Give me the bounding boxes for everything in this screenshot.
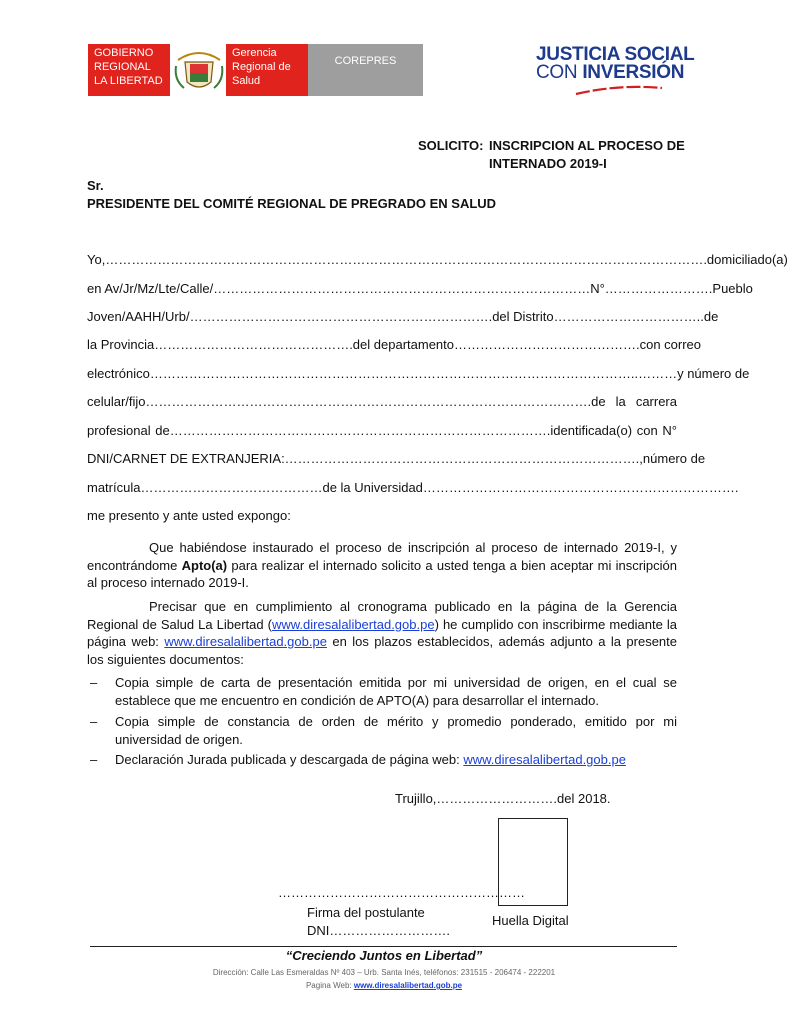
solicito-line1: INSCRIPCION AL PROCESO DE xyxy=(489,138,685,153)
date-line: Trujillo,……………………….del 2018. xyxy=(395,791,611,806)
huella-digital-label: Huella Digital xyxy=(492,913,569,928)
gerencia-regional-label: Gerencia Regional de Salud xyxy=(226,44,308,96)
solicito-label: SOLICITO: xyxy=(418,138,484,153)
form-line-expongo: me presento y ante usted expongo: xyxy=(87,508,291,523)
list-item: – Declaración Jurada publicada y descargada de página web: www.diresalalibertad.gob.pe xyxy=(90,752,626,767)
form-line-nombre: Yo,………………………………………………………………………………………………………………………….domiciliado(a) xyxy=(87,252,788,267)
footer-address: Dirección: Calle Las Esmeraldas Nº 403 – Urb. Santa Inés, teléfonos: 231515 - 206474 - 222201 xyxy=(212,968,556,977)
paragraph-cronograma: Precisar que en cumplimiento al cronograma publicado en la página de la Gerencia Regional de Salud La Libertad (www.diresalalibertad.gob.pe) he cumplido con inscribirme mediante la página web: www.diresalalibertad.gob.pe en los plazos establecidos, además adjunto a la presente los siguientes documentos: xyxy=(87,599,677,667)
brand-con-inversion: CON INVERSIÓN xyxy=(536,62,685,83)
form-line-direccion: en Av/Jr/Mz/Lte/Calle/……………………………………………………………………………N°…………………….Pueblo xyxy=(87,281,753,296)
signature-label: Firma del postulante xyxy=(307,905,425,920)
form-line-provincia: la Provincia……………………………………….del departamento…………………………………….con correo xyxy=(87,337,702,352)
form-line-carrera: profesional de…………………………………………………………………………….identificada(o) con N° xyxy=(87,423,677,438)
paragraph-inscripcion: Que habiéndose instaurado el proceso de inscripción al proceso de internado 2019-I, y encontrándome Apto(a) para realizar el internado solicito a usted tenga a bien aceptar mi inscripción al proceso internado 2019-I. xyxy=(87,540,678,590)
list-item: – Copia simple de carta de presentación emitida por mi universidad de origen, en el cual se establece que me encuentro en condición de APTO(A) para desarrollar el internado. xyxy=(90,675,677,708)
footer-motto: “Creciendo Juntos en Libertad” xyxy=(285,948,483,963)
footer-web: Pagina Web: www.diresalalibertad.gob.pe xyxy=(305,981,463,990)
web-link-3[interactable]: www.diresalalibertad.gob.pe xyxy=(463,752,626,767)
signature-dots: ………………………………………………… xyxy=(278,885,525,900)
brand-justicia-social: JUSTICIA SOCIAL xyxy=(536,44,695,65)
brand-swoosh-icon xyxy=(574,84,664,96)
footer-divider xyxy=(90,946,677,947)
web-link-1[interactable]: www.diresalalibertad.gob.pe xyxy=(271,616,435,632)
addressee-sr: Sr. xyxy=(87,178,104,193)
form-line-urbanizacion: Joven/AAHH/Urb/…………………………………………………………….del Distrito……………………………..de xyxy=(87,309,719,324)
form-line-dni: DNI/CARNET DE EXTRANJERIA:……………………………………………………………………….,número de xyxy=(87,451,706,466)
form-line-matricula: matrícula……………………………………de la Universidad………………………………………………………………. xyxy=(87,480,739,495)
form-line-celular: celular/fijo………………………………………………………………………………………….de la carrera xyxy=(87,394,677,409)
form-line-correo: electrónico…………………………………………………………………………………………………..………y número de xyxy=(87,366,750,381)
list-item: – Copia simple de constancia de orden de mérito y promedio ponderado, emitido por mi universidad de origen. xyxy=(90,714,677,747)
web-link-2[interactable]: www.diresalalibertad.gob.pe xyxy=(164,634,327,649)
signature-dni: DNI………………………. xyxy=(307,923,450,938)
regional-seal-icon xyxy=(172,44,226,96)
solicito-line2: INTERNADO 2019-I xyxy=(489,156,607,171)
gobierno-regional-label: GOBIERNO REGIONAL LA LIBERTAD xyxy=(88,44,170,96)
footer-web-link[interactable]: www.diresalalibertad.gob.pe xyxy=(353,981,463,990)
corepres-label: COREPRES xyxy=(308,44,423,96)
addressee-title: PRESIDENTE DEL COMITÉ REGIONAL DE PREGRADO EN SALUD xyxy=(87,196,497,211)
